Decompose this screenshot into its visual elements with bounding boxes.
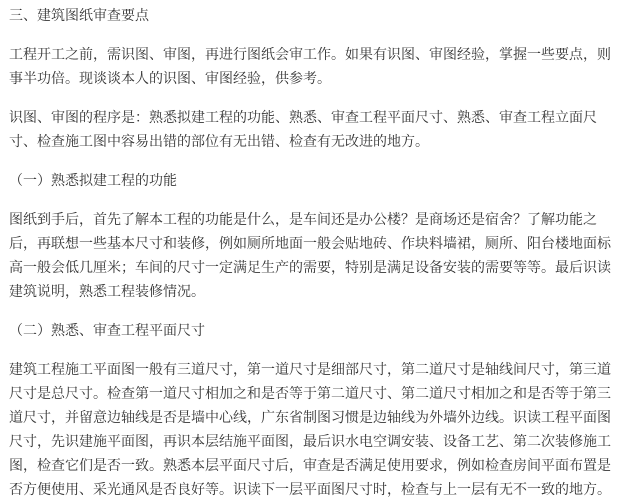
subsection-2-line: 尺寸是总尺寸。检查第一道尺寸相加之和是否等于第二道尺寸、第二道尺寸相加之和是否等于第三: [9, 386, 611, 402]
subsection-1-line: 图纸到手后，首先了解本工程的功能是什么，是车间还是办公楼？是商场还是宿舍？了解功能之: [9, 212, 597, 228]
subsection-1-title: [9, 169, 633, 193]
subsection-2-title: [9, 319, 633, 343]
subsection-2-line: 道尺寸，并留意边轴线是否是墙中心线，广东省制图习惯是边轴线为外墙外边线。识读工程平面图: [9, 410, 611, 426]
subsection-1-line: 高一般会低几厘米；车间的尺寸一定满足生产的需要，特别是满足设备安装的需要等等。最后识读: [9, 260, 611, 276]
intro-line: 事半功倍。现谈谈本人的识图、审图经验，供参考。: [9, 71, 331, 87]
procedure-paragraph: [9, 106, 633, 154]
procedure-line: 识图、审图的程序是：熟悉拟建工程的功能、熟悉、审查工程平面尺寸、熟悉、审查工程立面尺: [9, 110, 597, 126]
intro-line: 工程开工之前，需识图、审图，再进行图纸会审工作。如果有识图、审图经验，掌握一些要点，则: [9, 47, 611, 63]
article: [9, 0, 633, 502]
section-title: [9, 4, 633, 28]
intro-paragraph: [9, 43, 633, 91]
procedure-line: 寸、检查施工图中容易出错的部位有无出错、检查有无改进的地方。: [9, 134, 429, 150]
subsection-1-line: 建筑说明，熟悉工程装修情况。: [9, 284, 205, 300]
subsection-1-line: 后，再联想一些基本尺寸和装修，例如厕所地面一般会贴地砖、作块料墙裙，厕所、阳台楼地面标: [9, 236, 611, 252]
subsection-2-title-text: （二）熟悉、审查工程平面尺寸: [9, 323, 205, 339]
subsection-2-paragraph: [9, 358, 633, 502]
section-title-text: 三、建筑图纸审查要点: [9, 8, 149, 24]
subsection-2-line: 否方便使用、采光通风是否良好等。识读下一层平面图尺寸时，检查与上一层有无不一致的地方。: [9, 482, 611, 498]
subsection-2-line: 尺寸，先识建施平面图，再识本层结施平面图，最后识水电空调安装、设备工艺、第二次装修施工: [9, 434, 611, 450]
subsection-2-line: 图，检查它们是否一致。熟悉本层平面尺寸后，审查是否满足使用要求，例如检查房间平面布置是: [9, 458, 611, 474]
subsection-1-paragraph: [9, 208, 633, 304]
subsection-2-line: 建筑工程施工平面图一般有三道尺寸，第一道尺寸是细部尺寸，第二道尺寸是轴线间尺寸，第三道: [9, 362, 611, 378]
subsection-1-title-text: （一）熟悉拟建工程的功能: [9, 173, 177, 189]
